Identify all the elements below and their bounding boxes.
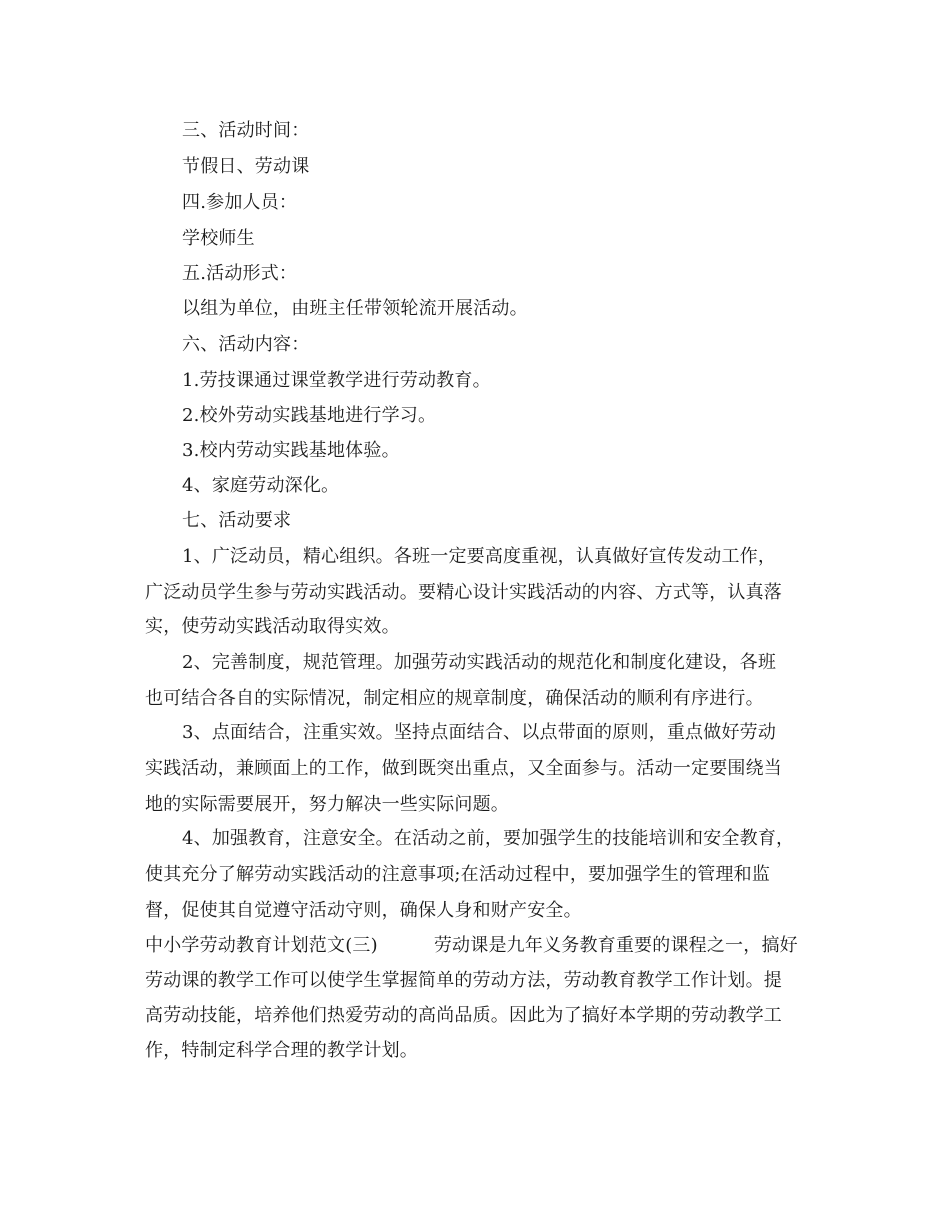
paragraph-line: 也可结合各自的实际情况，制定相应的规章制度，确保活动的顺利有序进行。 [145,688,764,709]
heading-activity-form: 五.活动形式： [182,263,298,284]
paragraph-line: 作，特制定科学合理的教学计划。 [145,1040,418,1061]
list-item: 2.校外劳动实践基地进行学习。 [182,405,437,426]
text-activity-form: 以组为单位，由班主任带领轮流开展活动。 [182,298,528,319]
section-intro: 劳动课是九年义务教育重要的课程之一，搞好 [433,935,798,956]
paragraph-line: 实，使劳动实践活动取得实效。 [145,616,400,637]
paragraph-line: 1、广泛动员，精心组织。各班一定要高度重视，认真做好宣传发动工作， [182,546,777,567]
list-item: 3.校内劳动实践基地体验。 [182,440,400,461]
paragraph-line: 广泛动员学生参与劳动实践活动。要精心设计实践活动的内容、方式等，认真落 [145,582,782,603]
section-title: 中小学劳动教育计划范文(三) [145,935,378,956]
text-activity-time: 节假日、劳动课 [182,156,310,177]
text-participants: 学校师生 [182,228,255,249]
heading-activity-requirements: 七、活动要求 [182,510,292,531]
paragraph-line: 地的实际需要展开，努力解决一些实际问题。 [145,794,509,815]
heading-activity-content: 六、活动内容： [182,334,310,355]
paragraph-line: 使其充分了解劳动实践活动的注意事项;在活动过程中，要加强学生的管理和监 [145,864,771,885]
heading-participants: 四.参加人员： [182,192,298,213]
paragraph-line: 2、完善制度，规范管理。加强劳动实践活动的规范化和制度化建设，各班 [182,652,777,673]
paragraph-line: 督，促使其自觉遵守活动守则，确保人身和财产安全。 [145,900,582,921]
paragraph-line: 4、加强教育，注意安全。在活动之前，要加强学生的技能培训和安全教育， [182,828,795,849]
list-item: 4、家庭劳动深化。 [182,475,340,496]
heading-activity-time: 三、活动时间： [182,120,310,141]
section-first-line [145,934,805,958]
paragraph-line: 实践活动，兼顾面上的工作，做到既突出重点，又全面参与。活动一定要围绕当 [145,758,782,779]
paragraph-line: 3、点面结合，注重实效。坚持点面结合、以点带面的原则，重点做好劳动 [182,722,777,743]
paragraph-line: 劳动课的教学工作可以使学生掌握简单的劳动方法，劳动教育教学工作计划。提 [145,970,782,991]
list-item: 1.劳技课通过课堂教学进行劳动教育。 [182,370,491,391]
paragraph-line: 高劳动技能，培养他们热爱劳动的高尚品质。因此为了搞好本学期的劳动教学工 [145,1005,782,1026]
